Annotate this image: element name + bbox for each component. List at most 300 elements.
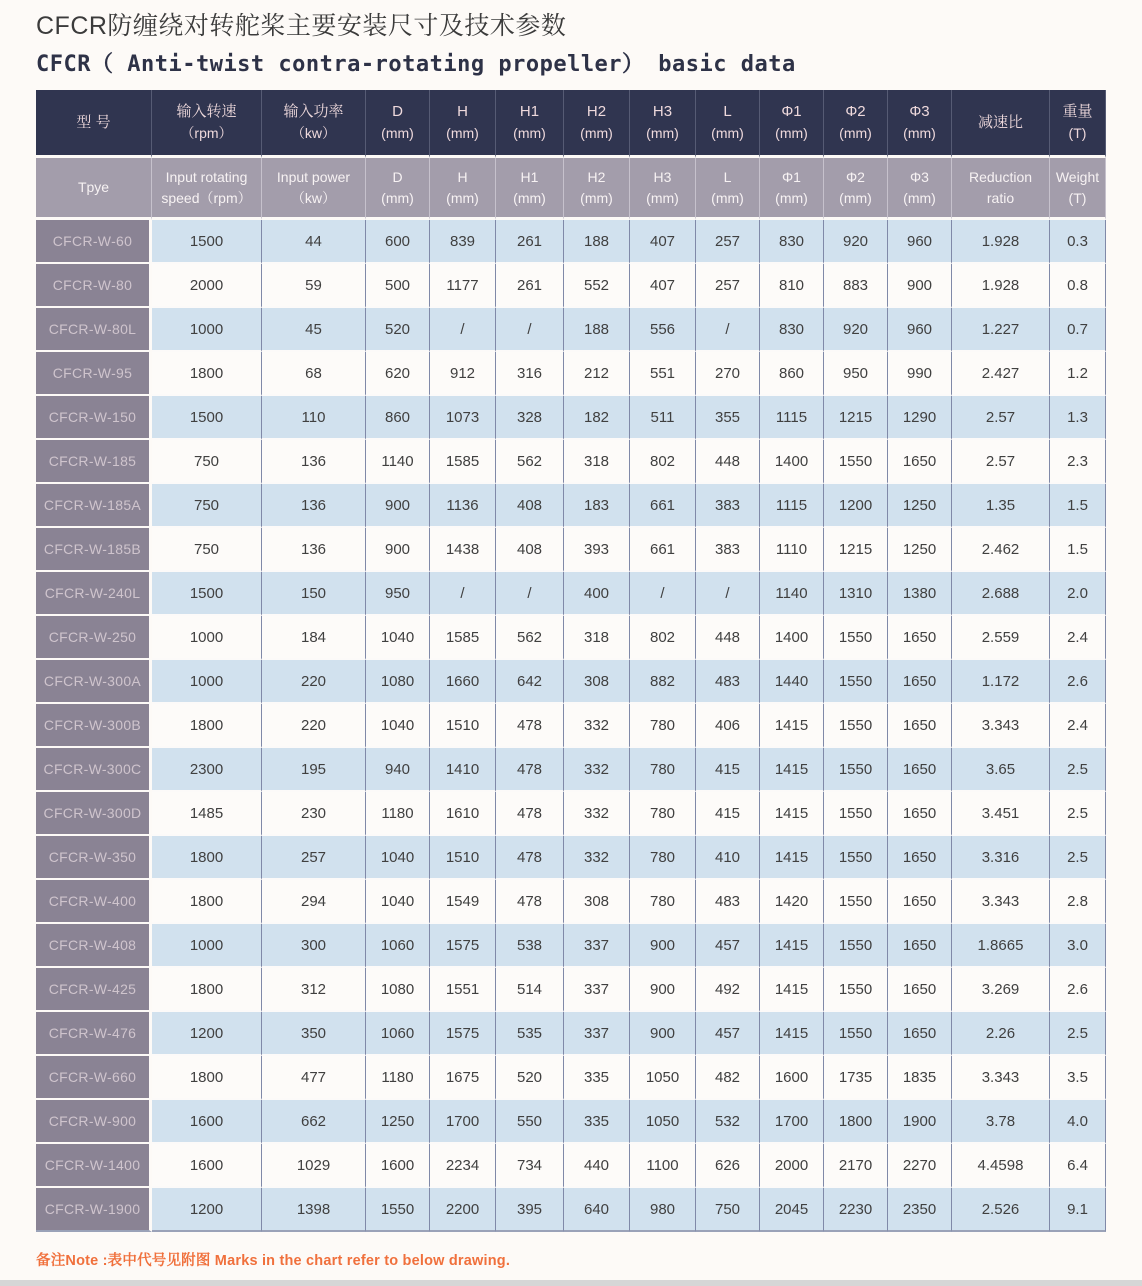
value-cell: 950 [366,572,430,616]
value-cell: 383 [696,528,760,572]
value-cell: 448 [696,616,760,660]
value-cell: 308 [564,880,630,924]
col-header-en-6: H2 (mm) [564,158,630,220]
col-header-en-5: H1 (mm) [496,158,564,220]
col-header-en-1: Input rotating speed（rpm） [152,158,262,220]
value-cell: 4.0 [1050,1100,1106,1144]
value-cell: 1549 [430,880,496,924]
value-cell: 1500 [152,220,262,264]
model-cell: CFCR-W-95 [36,352,152,396]
value-cell: 830 [760,220,824,264]
value-cell: 318 [564,440,630,484]
value-cell: / [430,572,496,616]
model-cell: CFCR-W-350 [36,836,152,880]
value-cell: 1415 [760,792,824,836]
value-cell: 332 [564,836,630,880]
table-row [36,440,1106,484]
table-row [36,1012,1106,1056]
value-cell: 661 [630,484,696,528]
model-cell: CFCR-W-400 [36,880,152,924]
value-cell: 415 [696,792,760,836]
col-header-en-3: D (mm) [366,158,430,220]
value-cell: 212 [564,352,630,396]
value-cell: 183 [564,484,630,528]
value-cell: 900 [366,484,430,528]
value-cell: / [430,308,496,352]
value-cell: 188 [564,220,630,264]
value-cell: 2270 [888,1144,952,1188]
value-cell: 1600 [152,1144,262,1188]
model-cell: CFCR-W-240L [36,572,152,616]
value-cell: 1.5 [1050,528,1106,572]
value-cell: 750 [152,440,262,484]
value-cell: 261 [496,264,564,308]
value-cell: 195 [262,748,366,792]
value-cell: 478 [496,748,564,792]
value-cell: 2.427 [952,352,1050,396]
table-row [36,484,1106,528]
value-cell: 0.8 [1050,264,1106,308]
value-cell: 1115 [760,396,824,440]
value-cell: / [696,572,760,616]
model-cell: CFCR-W-250 [36,616,152,660]
value-cell: 1500 [152,572,262,616]
col-header-en-9: Φ1 (mm) [760,158,824,220]
value-cell: 407 [630,264,696,308]
value-cell: 2.0 [1050,572,1106,616]
value-cell: 882 [630,660,696,704]
value-cell: 332 [564,748,630,792]
value-cell: 2.3 [1050,440,1106,484]
value-cell: 3.451 [952,792,1050,836]
value-cell: 562 [496,616,564,660]
value-cell: 1650 [888,924,952,968]
value-cell: 1650 [888,660,952,704]
value-cell: 2.6 [1050,660,1106,704]
value-cell: 483 [696,880,760,924]
table-row [36,220,1106,264]
value-cell: 230 [262,792,366,836]
value-cell: 1660 [430,660,496,704]
value-cell: 1835 [888,1056,952,1100]
model-cell: CFCR-W-1400 [36,1144,152,1188]
value-cell: 478 [496,836,564,880]
value-cell: 500 [366,264,430,308]
value-cell: 482 [696,1056,760,1100]
value-cell: 316 [496,352,564,396]
model-cell: CFCR-W-300D [36,792,152,836]
value-cell: 1398 [262,1188,366,1232]
value-cell: 1550 [824,880,888,924]
spec-table-body [36,220,1106,1232]
value-cell: 1.35 [952,484,1050,528]
value-cell: 552 [564,264,630,308]
value-cell: 1050 [630,1100,696,1144]
header-row-chinese [36,90,1106,158]
value-cell: 1650 [888,792,952,836]
value-cell: 337 [564,924,630,968]
value-cell: 1.5 [1050,484,1106,528]
value-cell: 538 [496,924,564,968]
value-cell: 1550 [824,968,888,1012]
value-cell: 1415 [760,968,824,1012]
value-cell: 1650 [888,748,952,792]
col-header-cn-6: H2 (mm) [564,90,630,158]
value-cell: 642 [496,660,564,704]
value-cell: 1675 [430,1056,496,1100]
value-cell: 1.8665 [952,924,1050,968]
value-cell: 750 [696,1188,760,1232]
value-cell: 337 [564,1012,630,1056]
table-row [36,660,1106,704]
table-row [36,704,1106,748]
value-cell: 2170 [824,1144,888,1188]
value-cell: 2.4 [1050,616,1106,660]
value-cell: 2000 [152,264,262,308]
value-cell: 1290 [888,396,952,440]
value-cell: 1550 [824,440,888,484]
value-cell: 3.316 [952,836,1050,880]
value-cell: 136 [262,528,366,572]
value-cell: 1060 [366,1012,430,1056]
value-cell: 860 [760,352,824,396]
value-cell: 2.8 [1050,880,1106,924]
value-cell: 1073 [430,396,496,440]
value-cell: 511 [630,396,696,440]
value-cell: 3.78 [952,1100,1050,1144]
value-cell: 535 [496,1012,564,1056]
value-cell: 1.3 [1050,396,1106,440]
value-cell: 400 [564,572,630,616]
value-cell: 1610 [430,792,496,836]
value-cell: 1650 [888,968,952,1012]
value-cell: 960 [888,220,952,264]
value-cell: / [630,572,696,616]
value-cell: 1550 [366,1188,430,1232]
value-cell: 1900 [888,1100,952,1144]
value-cell: 1550 [824,792,888,836]
col-header-cn-1: 输入转速 （rpm） [152,90,262,158]
table-row [36,528,1106,572]
value-cell: 1040 [366,880,430,924]
value-cell: 312 [262,968,366,1012]
value-cell: 3.0 [1050,924,1106,968]
value-cell: 0.7 [1050,308,1106,352]
value-cell: 1.172 [952,660,1050,704]
value-cell: 1650 [888,1012,952,1056]
value-cell: 6.4 [1050,1144,1106,1188]
value-cell: 395 [496,1188,564,1232]
model-cell: CFCR-W-80L [36,308,152,352]
table-row [36,836,1106,880]
value-cell: 1200 [152,1188,262,1232]
value-cell: 780 [630,704,696,748]
value-cell: 1.928 [952,264,1050,308]
col-header-cn-12: 减速比 [952,90,1050,158]
value-cell: 1.2 [1050,352,1106,396]
value-cell: 337 [564,968,630,1012]
col-header-en-0: Tpye [36,158,152,220]
value-cell: 1415 [760,748,824,792]
value-cell: 1040 [366,616,430,660]
value-cell: 1110 [760,528,824,572]
value-cell: 2.4 [1050,704,1106,748]
value-cell: 1440 [760,660,824,704]
value-cell: 2200 [430,1188,496,1232]
value-cell: 2300 [152,748,262,792]
value-cell: 393 [564,528,630,572]
table-row [36,308,1106,352]
col-header-cn-5: H1 (mm) [496,90,564,158]
value-cell: 184 [262,616,366,660]
page-title-english: CFCR（ Anti-twist contra-rotating propeller） basic data [36,51,796,77]
value-cell: 1700 [430,1100,496,1144]
value-cell: 3.65 [952,748,1050,792]
value-cell: 294 [262,880,366,924]
value-cell: 780 [630,792,696,836]
value-cell: 562 [496,440,564,484]
value-cell: 1180 [366,792,430,836]
value-cell: 136 [262,440,366,484]
value-cell: 802 [630,440,696,484]
value-cell: 1575 [430,924,496,968]
value-cell: 1040 [366,836,430,880]
value-cell: 1310 [824,572,888,616]
header-row-english [36,158,1106,220]
value-cell: 2234 [430,1144,496,1188]
value-cell: 1136 [430,484,496,528]
value-cell: 2000 [760,1144,824,1188]
value-cell: 1510 [430,704,496,748]
table-row [36,880,1106,924]
table-row [36,352,1106,396]
value-cell: 912 [430,352,496,396]
value-cell: 2.6 [1050,968,1106,1012]
value-cell: 1029 [262,1144,366,1188]
value-cell: 556 [630,308,696,352]
value-cell: 1500 [152,396,262,440]
value-cell: 2230 [824,1188,888,1232]
value-cell: 1600 [366,1144,430,1188]
value-cell: 1800 [152,704,262,748]
value-cell: 257 [262,836,366,880]
table-row [36,572,1106,616]
value-cell: 410 [696,836,760,880]
value-cell: 1650 [888,880,952,924]
value-cell: 920 [824,308,888,352]
value-cell: 44 [262,220,366,264]
value-cell: 483 [696,660,760,704]
value-cell: 328 [496,396,564,440]
col-header-en-8: L (mm) [696,158,760,220]
value-cell: 1650 [888,616,952,660]
value-cell: 780 [630,836,696,880]
value-cell: 355 [696,396,760,440]
col-header-cn-9: Φ1 (mm) [760,90,824,158]
value-cell: 1485 [152,792,262,836]
value-cell: 780 [630,748,696,792]
value-cell: 332 [564,704,630,748]
model-cell: CFCR-W-408 [36,924,152,968]
value-cell: 860 [366,396,430,440]
value-cell: 780 [630,880,696,924]
value-cell: 457 [696,924,760,968]
model-cell: CFCR-W-1900 [36,1188,152,1232]
value-cell: 261 [496,220,564,264]
value-cell: 1415 [760,836,824,880]
value-cell: 1415 [760,1012,824,1056]
value-cell: 900 [366,528,430,572]
value-cell: 750 [152,484,262,528]
table-row [36,1144,1106,1188]
value-cell: 1800 [152,836,262,880]
value-cell: 110 [262,396,366,440]
value-cell: 308 [564,660,630,704]
col-header-cn-0: 型 号 [36,90,152,158]
col-header-cn-3: D (mm) [366,90,430,158]
table-row [36,264,1106,308]
table-row [36,1056,1106,1100]
value-cell: 810 [760,264,824,308]
value-cell: 532 [696,1100,760,1144]
value-cell: 620 [366,352,430,396]
value-cell: 1550 [824,660,888,704]
value-cell: 839 [430,220,496,264]
col-header-en-10: Φ2 (mm) [824,158,888,220]
bottom-divider [0,1280,1142,1286]
value-cell: 1550 [824,748,888,792]
col-header-en-13: Weight (T) [1050,158,1106,220]
value-cell: 68 [262,352,366,396]
value-cell: 940 [366,748,430,792]
value-cell: 257 [696,264,760,308]
value-cell: 1585 [430,440,496,484]
value-cell: 2.688 [952,572,1050,616]
value-cell: 150 [262,572,366,616]
value-cell: 1250 [888,484,952,528]
value-cell: 2350 [888,1188,952,1232]
value-cell: 1100 [630,1144,696,1188]
value-cell: 514 [496,968,564,1012]
value-cell: 1400 [760,440,824,484]
value-cell: 990 [888,352,952,396]
table-row [36,968,1106,1012]
value-cell: 2.559 [952,616,1050,660]
model-cell: CFCR-W-660 [36,1056,152,1100]
value-cell: 1250 [888,528,952,572]
value-cell: 1000 [152,924,262,968]
value-cell: 1550 [824,924,888,968]
value-cell: 1410 [430,748,496,792]
col-header-cn-4: H (mm) [430,90,496,158]
value-cell: 920 [824,220,888,264]
model-cell: CFCR-W-185 [36,440,152,484]
value-cell: 734 [496,1144,564,1188]
value-cell: 318 [564,616,630,660]
value-cell: 640 [564,1188,630,1232]
table-row [36,924,1106,968]
value-cell: 182 [564,396,630,440]
value-cell: 802 [630,616,696,660]
value-cell: 188 [564,308,630,352]
value-cell: 1140 [760,572,824,616]
value-cell: 335 [564,1056,630,1100]
value-cell: 1700 [760,1100,824,1144]
value-cell: 0.3 [1050,220,1106,264]
model-cell: CFCR-W-150 [36,396,152,440]
value-cell: 1510 [430,836,496,880]
value-cell: 1800 [824,1100,888,1144]
col-header-en-4: H (mm) [430,158,496,220]
value-cell: 1550 [824,836,888,880]
model-cell: CFCR-W-900 [36,1100,152,1144]
value-cell: 520 [496,1056,564,1100]
table-row [36,616,1106,660]
value-cell: 661 [630,528,696,572]
value-cell: 1650 [888,704,952,748]
value-cell: 2.5 [1050,748,1106,792]
value-cell: 662 [262,1100,366,1144]
value-cell: 900 [888,264,952,308]
col-header-cn-7: H3 (mm) [630,90,696,158]
table-row [36,1188,1106,1232]
value-cell: 1600 [152,1100,262,1144]
table-row [36,396,1106,440]
value-cell: 1550 [824,1012,888,1056]
col-header-cn-11: Φ3 (mm) [888,90,952,158]
value-cell: 1550 [824,616,888,660]
value-cell: 300 [262,924,366,968]
value-cell: 3.343 [952,880,1050,924]
value-cell: 900 [630,1012,696,1056]
value-cell: 1800 [152,880,262,924]
value-cell: / [496,308,564,352]
value-cell: 1415 [760,704,824,748]
value-cell: 2045 [760,1188,824,1232]
value-cell: 457 [696,1012,760,1056]
value-cell: 478 [496,792,564,836]
value-cell: 415 [696,748,760,792]
value-cell: 1800 [152,352,262,396]
value-cell: 1400 [760,616,824,660]
value-cell: 1215 [824,528,888,572]
value-cell: 4.4598 [952,1144,1050,1188]
value-cell: 270 [696,352,760,396]
value-cell: 1200 [824,484,888,528]
value-cell: 2.5 [1050,792,1106,836]
value-cell: 492 [696,968,760,1012]
model-cell: CFCR-W-300C [36,748,152,792]
value-cell: 136 [262,484,366,528]
value-cell: 2.57 [952,396,1050,440]
value-cell: 1.227 [952,308,1050,352]
value-cell: 2.462 [952,528,1050,572]
value-cell: 960 [888,308,952,352]
value-cell: 980 [630,1188,696,1232]
value-cell: 1050 [630,1056,696,1100]
value-cell: 1415 [760,924,824,968]
spec-table [36,90,1106,1232]
value-cell: 407 [630,220,696,264]
value-cell: 2.26 [952,1012,1050,1056]
value-cell: 1551 [430,968,496,1012]
value-cell: 440 [564,1144,630,1188]
value-cell: 1060 [366,924,430,968]
col-header-cn-8: L (mm) [696,90,760,158]
value-cell: 478 [496,880,564,924]
col-header-en-2: Input power （kw） [262,158,366,220]
value-cell: 883 [824,264,888,308]
